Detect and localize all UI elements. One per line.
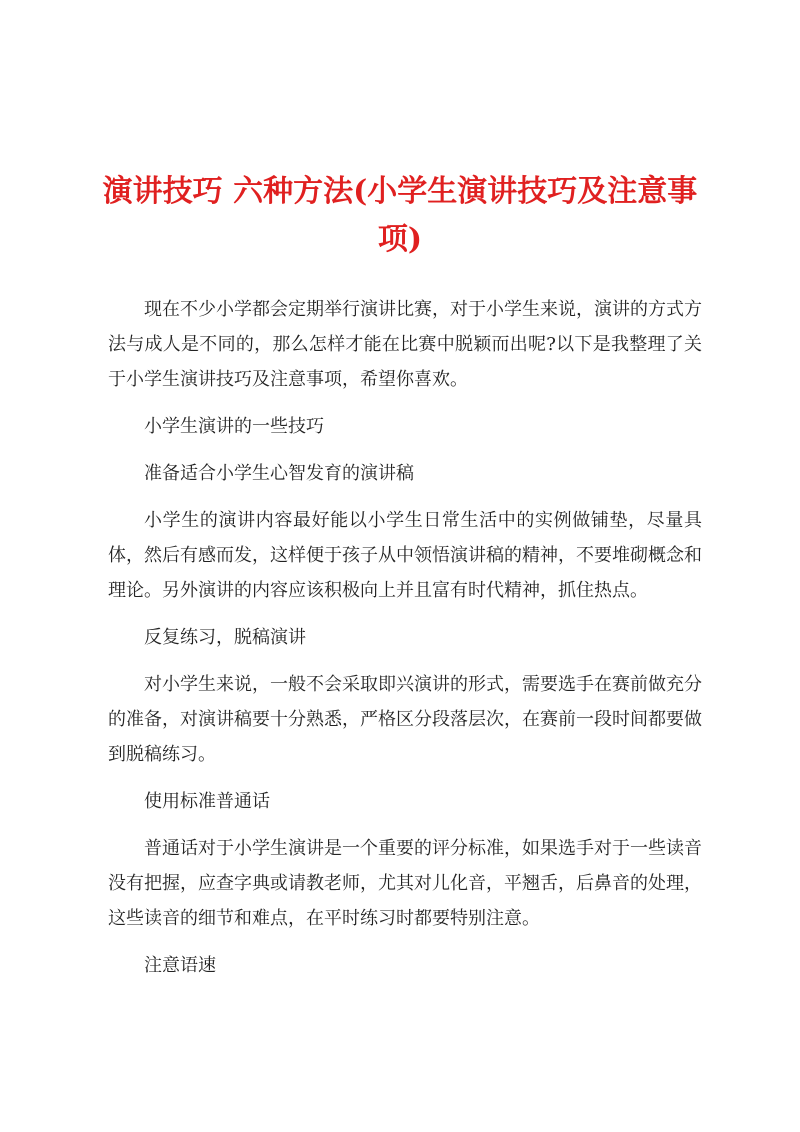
section-heading-prepare-speech: 准备适合小学生心智发育的演讲稿 xyxy=(144,463,414,484)
paragraph-practice: 对小学生来说，一般不会采取即兴演讲的形式，需要选手在赛前做充分的准备，对演讲稿要十分熟悉，严格区分段落层次，在赛前一段时间都要做到脱稿练习。 xyxy=(108,674,702,765)
section-heading-tips: 小学生演讲的一些技巧 xyxy=(144,416,324,437)
document-title: 演讲技巧 六种方法(小学生演讲技巧及注意事项) xyxy=(102,174,698,257)
section-heading-speed: 注意语速 xyxy=(144,955,216,976)
paragraph-prepare-speech: 小学生的演讲内容最好能以小学生日常生活中的实例做铺垫，尽量具体，然后有感而发，这样便于孩子从中领悟演讲稿的精神，不要堆砌概念和理论。另外演讲的内容应该积极向上并且富有时代精神，抓住热点。 xyxy=(108,510,702,601)
section-heading-mandarin: 使用标准普通话 xyxy=(144,791,270,812)
document-body xyxy=(108,292,702,983)
paragraph-intro: 现在不少小学都会定期举行演讲比赛，对于小学生来说，演讲的方式方法与成人是不同的，那么怎样才能在比赛中脱颖而出呢?以下是我整理了关于小学生演讲技巧及注意事项，希望你喜欢。 xyxy=(108,299,702,390)
section-heading-practice: 反复练习，脱稿演讲 xyxy=(144,627,306,648)
paragraph-mandarin: 普通话对于小学生演讲是一个重要的评分标准，如果选手对于一些读音没有把握，应查字典或请教老师，尤其对儿化音，平翘舌，后鼻音的处理，这些读音的细节和难点，在平时练习时都要特别注意。 xyxy=(108,838,702,929)
